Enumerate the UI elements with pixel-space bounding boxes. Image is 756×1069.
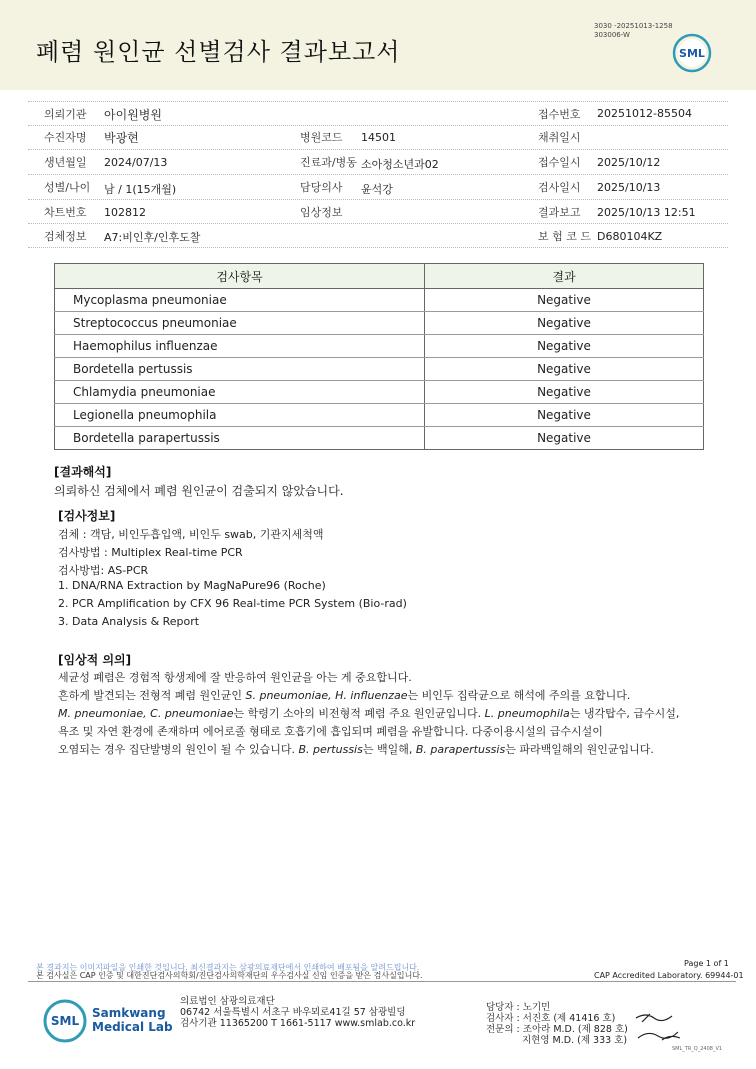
staff-info: [486, 1002, 628, 1046]
test-result: Negative: [425, 358, 704, 381]
table-row: [55, 312, 704, 335]
specimen-label: 검체정보: [44, 230, 87, 243]
text-span: 는 냉각탑수, 급수시설,: [569, 707, 680, 720]
organization-name: 의료법인 삼광의료재단: [180, 996, 275, 1007]
test-result: Negative: [425, 312, 704, 335]
test-info-line: 1. DNA/RNA Extraction by MagNaPure96 (Roche): [58, 579, 326, 592]
dept-label: 진료과/병동: [300, 156, 357, 169]
code-line-2: 303006-W: [594, 31, 630, 39]
image-notice: 본 결과지는 이미지파일을 인쇄한 것입니다. 최신결과지는 삼광의료재단에서 인쇄하여 배포됨을 알려드립니다.: [36, 963, 420, 972]
footer-divider: [28, 981, 736, 982]
table-row: [55, 289, 704, 312]
divider: [28, 174, 728, 175]
test-info-line: 검사방법: AS-PCR: [58, 564, 149, 577]
receipt-no-label: 접수번호: [538, 108, 581, 121]
organization-contact: 검사기관 11365200 T 1661-5117 www.smlab.co.kr: [180, 1018, 416, 1029]
collect-date-label: 채취일시: [538, 131, 581, 144]
sml-logo-icon: [672, 33, 712, 73]
doctor-value: 윤석강: [361, 183, 393, 196]
species-name: M. pneumoniae, C. pneumoniae: [58, 707, 234, 720]
test-result: Negative: [425, 427, 704, 450]
sml-logo-text: SML: [679, 47, 705, 60]
hospital-code-label: 병원코드: [300, 131, 343, 144]
organization-info: [180, 996, 415, 1029]
clinical-line-5: [58, 741, 654, 757]
clinical-line-3: [58, 705, 679, 721]
table-row: [55, 404, 704, 427]
test-info-line: 2. PCR Amplification by CFX 96 Real-time PCR System (Bio-rad): [58, 597, 407, 610]
test-info-line: 검체 : 객담, 비인두흡입액, 비인두 swab, 기관지세척액: [58, 528, 324, 541]
test-result: Negative: [425, 289, 704, 312]
staff-line: 전문의 : 조아라 M.D. (제 828 호): [486, 1024, 628, 1035]
logo-name-line-1: Samkwang: [92, 1006, 166, 1020]
test-result: Negative: [425, 335, 704, 358]
footer-logo-mark: SML: [50, 1014, 80, 1028]
receipt-no-value: 20251012-85504: [597, 107, 692, 120]
text-span: 오염되는 경우 집단발병의 원인이 될 수 있습니다.: [58, 743, 299, 756]
birth-label: 생년월일: [44, 156, 87, 169]
clinical-line-4: 욕조 및 자연 환경에 존재하며 에어로졸 형태로 호흡기에 흡입되며 폐렴을 유발합니다. 다중이용시설의 급수시설이: [58, 725, 603, 738]
divider: [28, 149, 728, 150]
clinical-line-2: [58, 687, 630, 703]
report-code: [594, 22, 673, 40]
report-title: 폐렴 원인균 선별검사 결과보고서: [36, 38, 401, 66]
text-span: 흔하게 발견되는 전형적 폐렴 원인균인: [58, 689, 246, 702]
divider: [28, 125, 728, 126]
species-name: B. pertussis: [298, 743, 363, 756]
interpretation-text: 의뢰하신 검체에서 폐렴 원인균이 검출되지 않았습니다.: [54, 484, 344, 498]
report-date-label: 결과보고: [538, 206, 581, 219]
test-info-line: 검사방법 : Multiplex Real-time PCR: [58, 546, 243, 559]
form-code: SML_TR_Q_2408_V1: [672, 1046, 723, 1052]
table-row: [55, 381, 704, 404]
report-date-value: 2025/10/13 12:51: [597, 206, 696, 219]
divider: [28, 101, 728, 102]
sml-footer-logo-icon: [42, 998, 88, 1044]
text-span: 는 비인두 집락균으로 해석에 주의를 요합니다.: [407, 689, 631, 702]
test-item: Bordetella parapertussis: [55, 427, 425, 450]
signature-icon: [632, 1008, 684, 1048]
staff-line: 검사자 : 서진호 (제 41416 호): [486, 1013, 616, 1024]
species-name: S. pneumoniae, H. influenzae: [245, 689, 408, 702]
text-span: 는 학령기 소아의 비전형적 폐렴 주요 원인균입니다.: [233, 707, 485, 720]
birth-value: 2024/07/13: [104, 156, 168, 169]
test-item: Haemophilus influenzae: [55, 335, 425, 358]
receipt-date-value: 2025/10/12: [597, 156, 661, 169]
organization-address: 06742 서울특별시 서초구 바우뫼로41길 57 삼광빌딩: [180, 1007, 406, 1018]
test-item: Bordetella pertussis: [55, 358, 425, 381]
col-item-header: 검사항목: [55, 264, 425, 289]
test-item: Mycoplasma pneumoniae: [55, 289, 425, 312]
table-row: [55, 335, 704, 358]
test-item: Streptococcus pneumoniae: [55, 312, 425, 335]
test-result: Negative: [425, 404, 704, 427]
test-date-label: 검사일시: [538, 181, 581, 194]
table-row: [55, 358, 704, 381]
test-item: Legionella pneumophila: [55, 404, 425, 427]
clinical-line-1: 세균성 폐렴은 경험적 항생제에 잘 반응하여 원인균을 아는 게 중요합니다.: [58, 671, 412, 684]
divider: [28, 199, 728, 200]
interpretation-heading: [결과해석]: [54, 465, 112, 479]
test-result: Negative: [425, 381, 704, 404]
cap-accreditation: CAP Accredited Laboratory. 69944-01: [594, 971, 744, 980]
footer-logo-name: [92, 1006, 173, 1034]
test-info-line: 3. Data Analysis & Report: [58, 615, 200, 628]
specimen-value: A7:비인후/인후도찰: [104, 231, 201, 244]
hospital-code-value: 14501: [361, 131, 396, 144]
sex-age-label: 성별/나이: [44, 181, 91, 194]
sex-age-value: 남 / 1(15개월): [104, 183, 177, 196]
col-result-header: 결과: [425, 264, 704, 289]
table-row: [55, 427, 704, 450]
institution-value: 아이원병원: [104, 108, 162, 122]
divider: [28, 223, 728, 224]
clinical-significance-heading: [임상적 의의]: [58, 653, 132, 667]
logo-name-line-2: Medical Lab: [92, 1020, 173, 1034]
accreditation-notice: 본 검사실은 CAP 인증 및 대한진단검사의학회/진단검사의학재단의 우수검사실 신임 인증을 받은 검사실입니다.: [36, 971, 423, 980]
chart-no-label: 차트번호: [44, 206, 87, 219]
test-date-value: 2025/10/13: [597, 181, 661, 194]
test-info-heading: [검사정보]: [58, 509, 116, 523]
species-name: L. pneumophila: [484, 707, 570, 720]
name-value: 박광현: [104, 131, 139, 145]
text-span: 는 백일해,: [362, 743, 416, 756]
staff-line: 지현영 M.D. (제 333 호): [522, 1035, 628, 1046]
page-number: Page 1 of 1: [684, 959, 729, 968]
divider: [28, 247, 728, 248]
species-name: B. parapertussis: [415, 743, 506, 756]
receipt-date-label: 접수일시: [538, 156, 581, 169]
results-table: [54, 263, 704, 450]
institution-label: 의뢰기관: [44, 108, 87, 121]
text-span: 는 파라백일해의 원인균입니다.: [505, 743, 654, 756]
chart-no-value: 102812: [104, 206, 146, 219]
results-header-row: [55, 264, 704, 289]
clinical-info-label: 임상정보: [300, 206, 343, 219]
code-line-1: 3030 -20251013-1258: [594, 22, 673, 30]
staff-line: 담당자 : 노기민: [486, 1002, 551, 1013]
insurance-code-label: 보 험 코 드: [538, 230, 591, 243]
insurance-code-value: D680104KZ: [597, 230, 663, 243]
doctor-label: 담당의사: [300, 181, 343, 194]
test-item: Chlamydia pneumoniae: [55, 381, 425, 404]
dept-value: 소아청소년과02: [361, 158, 439, 171]
name-label: 수진자명: [44, 131, 87, 144]
